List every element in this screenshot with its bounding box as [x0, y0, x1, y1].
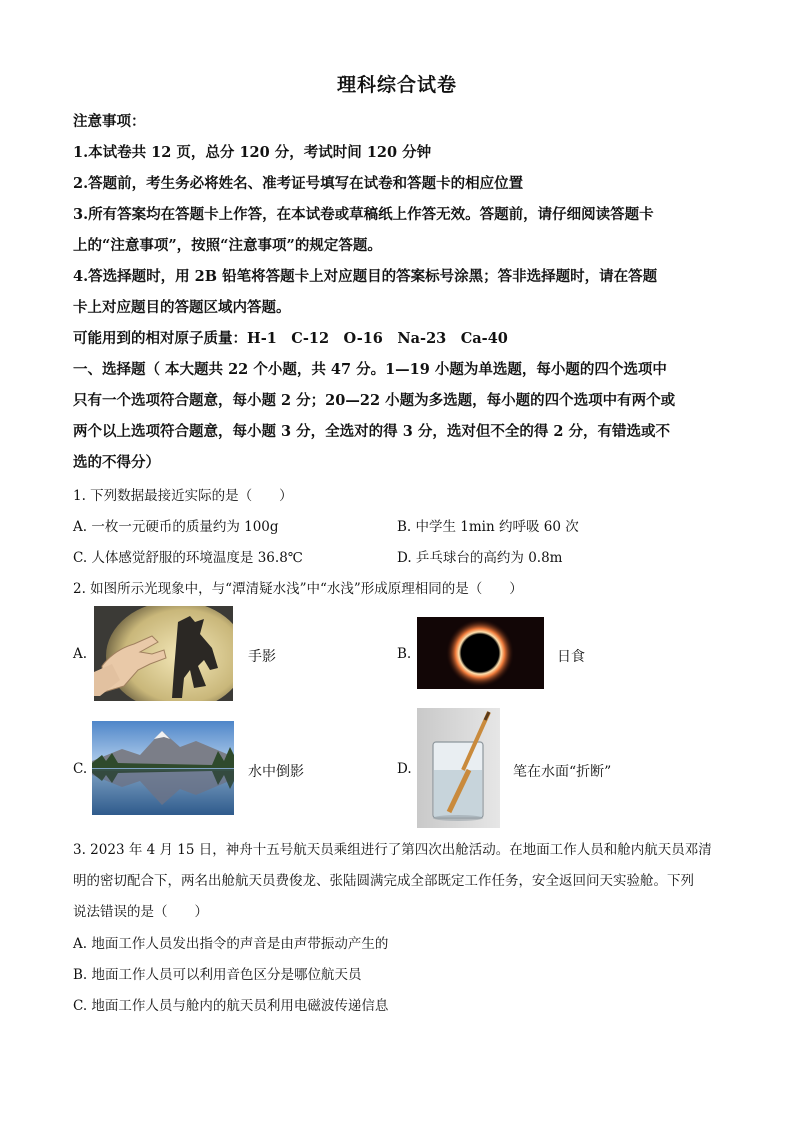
pencil-in-water-image: [417, 708, 500, 828]
question-1-option-b: B. 中学生 1min 约呼吸 60 次: [397, 519, 579, 535]
question-2-option-c-label: 水中倒影: [248, 764, 304, 780]
notice-heading: 注意事项：: [73, 113, 146, 130]
question-1-option-d: D. 乒乓球台的高约为 0.8m: [397, 550, 563, 566]
section-heading-line-4: 选的不得分）: [73, 454, 160, 471]
section-heading-line-2: 只有一个选项符合题意，每小题 2 分；20—22 小题为多选题，每小题的四个选项中有两个或: [73, 392, 676, 409]
question-1-option-a: A. 一枚一元硬币的质量约为 100g: [73, 519, 279, 535]
section-heading-line-3: 两个以上选项符合题意，每小题 3 分，全选对的得 3 分，选对但不全的得 2 分，有错选或不: [73, 423, 671, 440]
page-title: 理科综合试卷: [336, 74, 457, 96]
hand-shadow-image: [94, 606, 233, 701]
notice-item-2: 2.答题前，考生务必将姓名、准考证号填写在试卷和答题卡的相应位置: [73, 175, 524, 192]
notice-item-1: 1.本试卷共 12 页，总分 120 分，考试时间 120 分钟: [73, 144, 432, 161]
question-3-option-c: C. 地面工作人员与舱内的航天员利用电磁波传递信息: [73, 998, 389, 1014]
solar-eclipse-image: [417, 617, 544, 689]
question-1-stem: 1. 下列数据最接近实际的是（ ）: [73, 488, 293, 504]
question-2-option-d-letter: D.: [397, 761, 412, 777]
question-2-option-b-letter: B.: [397, 646, 412, 662]
question-1-option-c: C. 人体感觉舒服的环境温度是 36.8℃: [73, 550, 303, 566]
question-2-option-c-letter: C.: [73, 761, 88, 777]
atomic-mass-note: 可能用到的相对原子质量：H-1 C-12 O-16 Na-23 Ca-40: [73, 330, 508, 347]
question-2-option-a-label: 手影: [248, 649, 276, 665]
question-3-stem-line-2: 明的密切配合下，两名出舱航天员费俊龙、张陆圆满完成全部既定工作任务，安全返回问天实验舱。下列: [73, 873, 694, 889]
notice-item-3-cont: 上的“注意事项”，按照“注意事项”的规定答题。: [73, 237, 382, 254]
section-heading-line-1: 一、选择题（ 本大题共 22 个小题，共 47 分。1—19 小题为单选题，每小题的四个选项中: [73, 361, 667, 378]
notice-item-4: 4.答选择题时，用 2B 铅笔将答题卡上对应题目的答案标号涂黑；答非选择题时，请在答题: [73, 268, 658, 285]
question-3-option-b: B. 地面工作人员可以利用音色区分是哪位航天员: [73, 967, 362, 983]
question-3-option-a: A. 地面工作人员发出指令的声音是由声带振动产生的: [73, 936, 389, 952]
question-3-stem-line-1: 3. 2023 年 4 月 15 日，神舟十五号航天员乘组进行了第四次出舱活动。在地面工作人员和舱内航天员邓清: [73, 842, 712, 858]
question-2-option-d-label: 笔在水面“折断”: [513, 764, 612, 780]
notice-item-4-cont: 卡上对应题目的答题区域内答题。: [73, 299, 291, 316]
question-2-option-a-letter: A.: [73, 646, 88, 662]
question-3-stem-line-3: 说法错误的是（ ）: [73, 904, 208, 920]
question-2-option-b-label: 日食: [557, 649, 585, 665]
lake-reflection-image: [92, 721, 234, 815]
question-2-stem: 2. 如图所示光现象中，与“潭清疑水浅”中“水浅”形成原理相同的是（ ）: [73, 581, 523, 597]
notice-item-3: 3.所有答案均在答题卡上作答，在本试卷或草稿纸上作答无效。答题前，请仔细阅读答题卡: [73, 206, 654, 223]
